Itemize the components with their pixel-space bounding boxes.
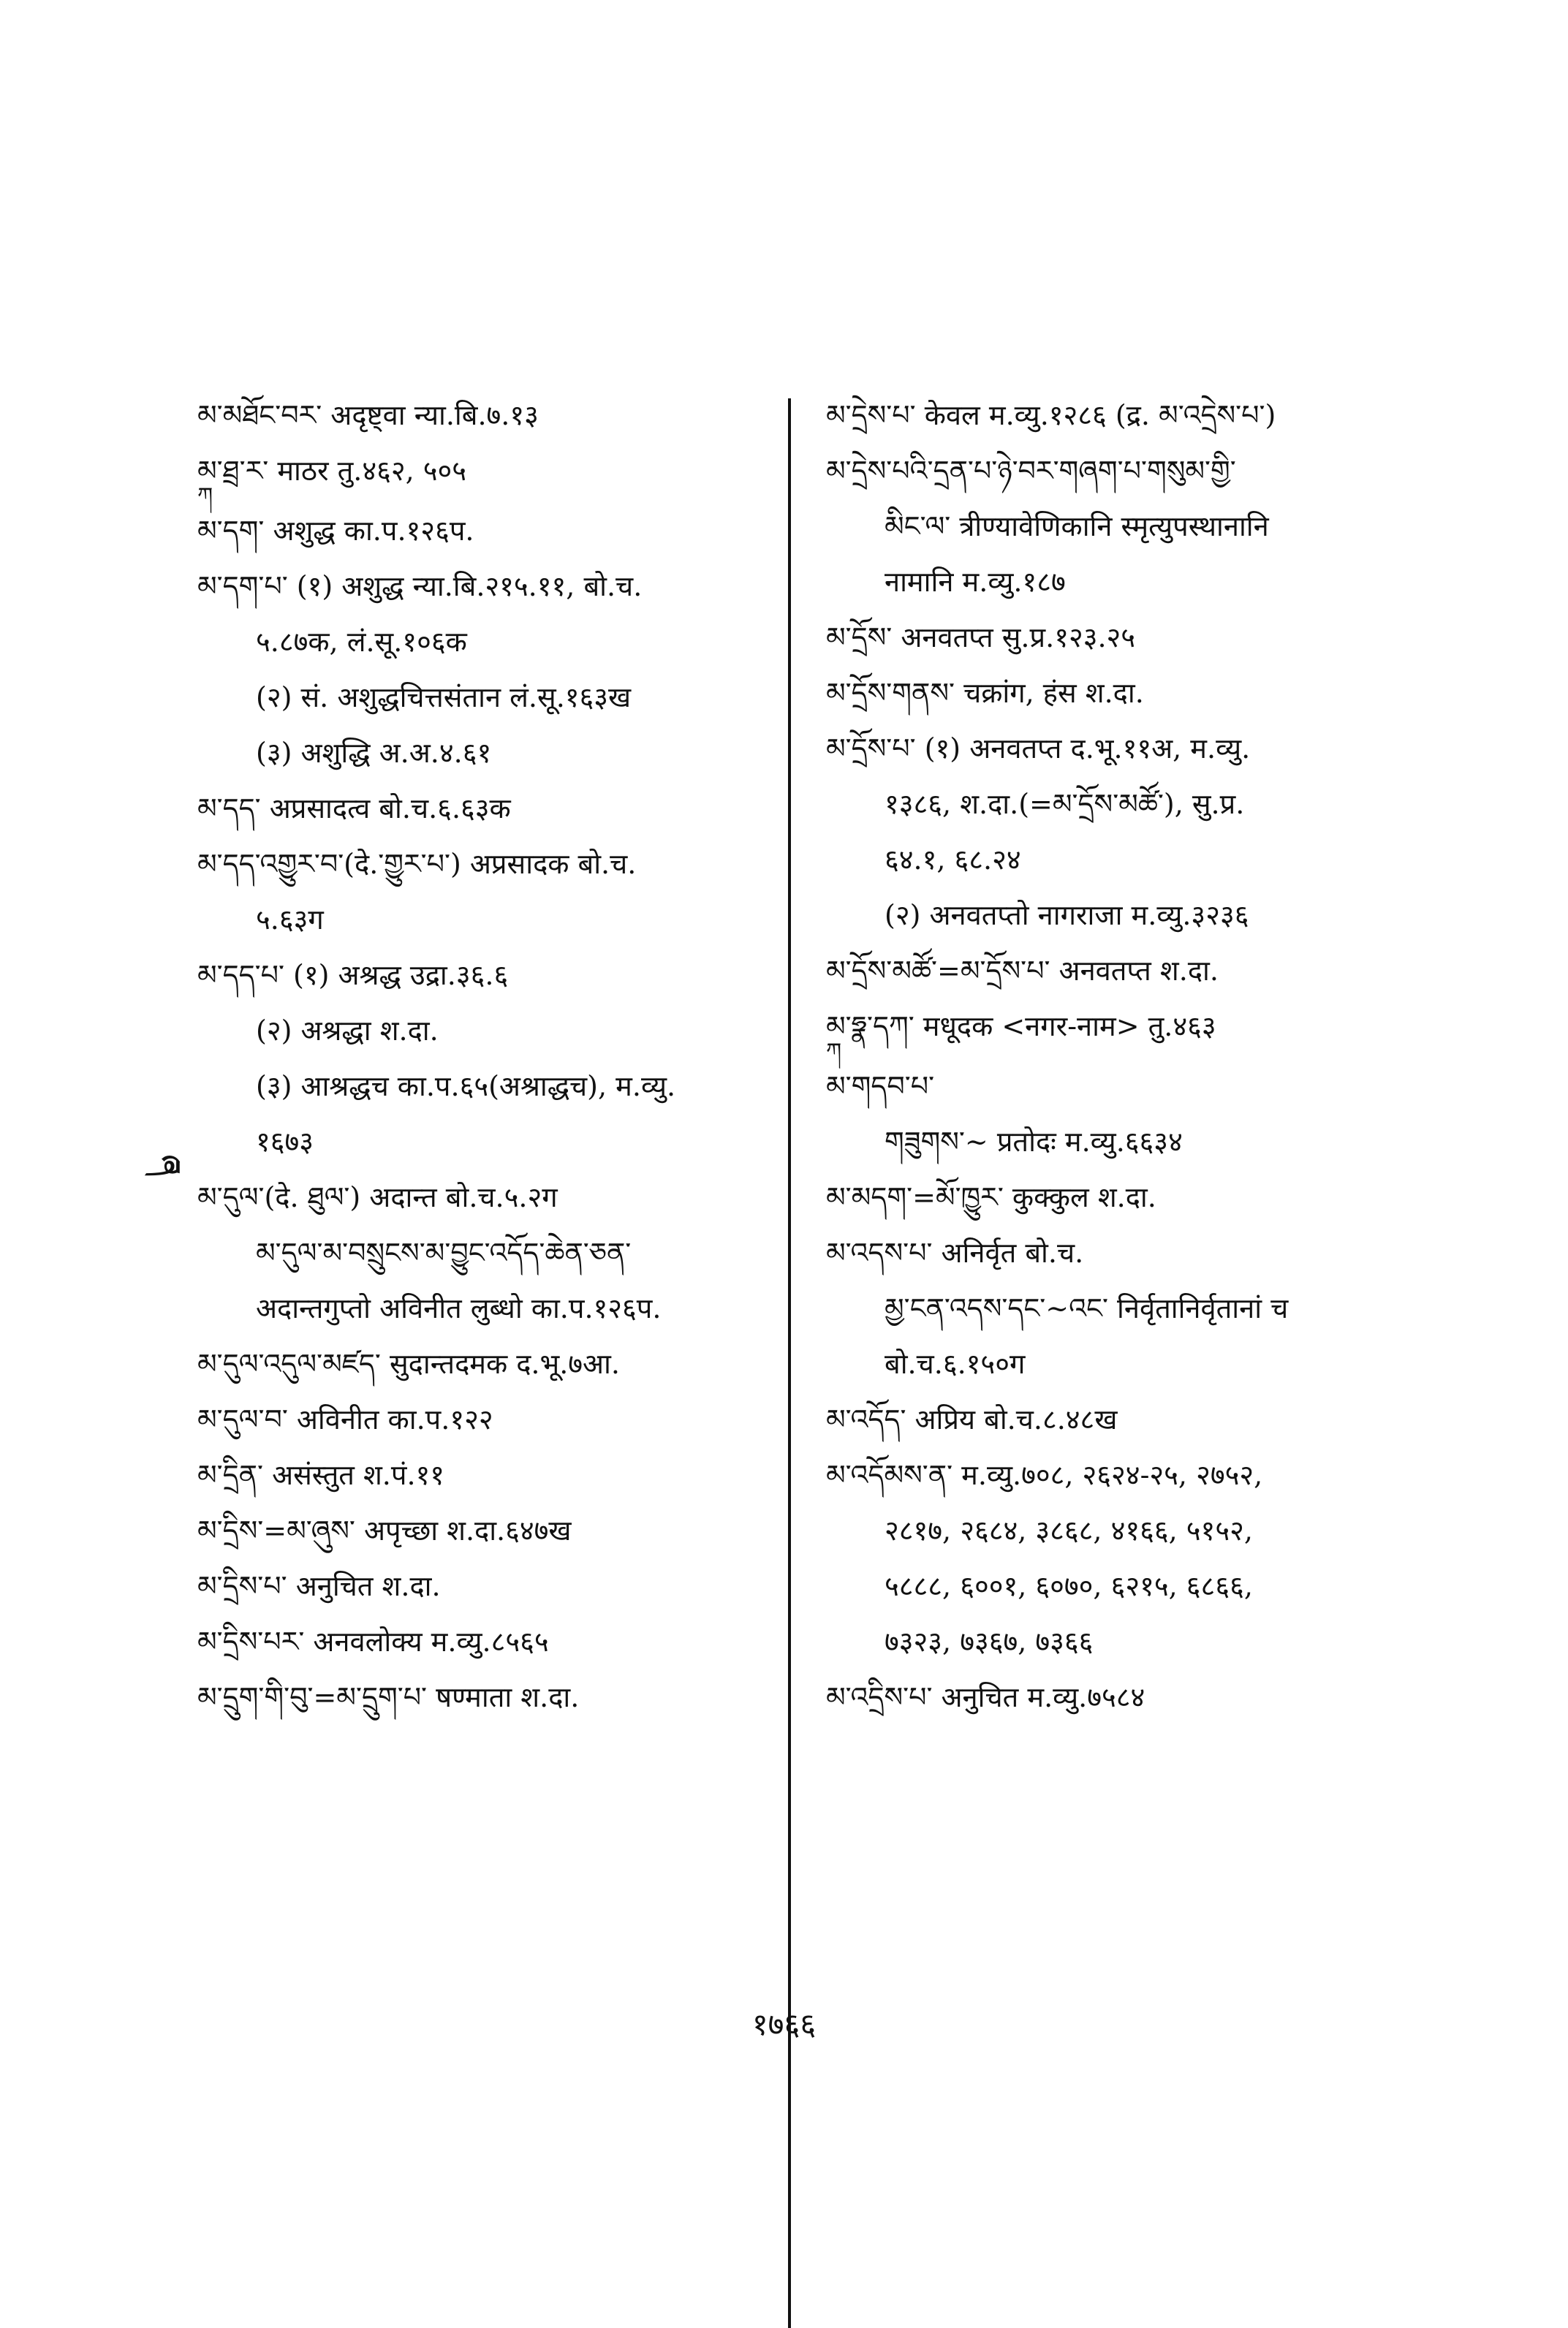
entry-continuation: ५.६३ग bbox=[256, 903, 324, 936]
dictionary-entry: མ་དྲོས་མཚོ་=མ་དྲོས་པ་ अनवतप्त श.दा. bbox=[826, 955, 1219, 987]
dictionary-entry: མ་མདག་=མོ་ཁྱུར་ कुक्कुल श.दा. bbox=[826, 1181, 1156, 1213]
entry-continuation: १६७३ bbox=[256, 1126, 314, 1158]
entry-continuation: (२) सं. अशुद्धचित्तसंतान लं.सू.१६३ख bbox=[256, 681, 632, 713]
dictionary-entry: མ་དུལ་(दे. ཐུལ་) अदान्त बो.च.५.२ग bbox=[197, 1181, 558, 1213]
dictionary-entry: ཀ bbox=[826, 1039, 842, 1064]
dictionary-entry: མ་ཧྣ་དཀ་ मधूदक <नगर-नाम> तु.४६३ bbox=[826, 1010, 1216, 1042]
dictionary-entry: མ་མཐོང་བར་ अदृष्ट्वा न्या.बि.७.१३ bbox=[197, 399, 539, 431]
dictionary-entry: མ་ཐྲ་ར་ माठर तु.४६२, ५०५ bbox=[197, 455, 467, 487]
entry-continuation: १३८६, श.दा.(=མ་དྲོས་མཚོ་), सु.प्र. bbox=[885, 788, 1245, 820]
entry-continuation: बो.च.६.१५०ग bbox=[885, 1348, 1026, 1380]
margin-mark: ཞ bbox=[152, 1155, 186, 1175]
dictionary-entry: མ་དྲེས་པའི་དྲན་པ་ཉེ་བར་གཞག་པ་གསུམ་གྱི་ bbox=[826, 455, 1236, 487]
dictionary-entry: མ་དྲོས་གནས་ चक्रांग, हंस श.दा. bbox=[826, 677, 1144, 709]
entry-continuation: (२) अनवतप्तो नागराजा म.व्यु.३२३६ bbox=[885, 899, 1249, 931]
dictionary-entry: མ་དྲེས་པ་ केवल म.व्यु.१२८६ (द्र. མ་འདྲེས་པ་) bbox=[826, 399, 1276, 431]
dictionary-entry: མ་དུལ་འདུལ་མཛད་ सुदान्तदमक द.भू.७आ. bbox=[197, 1348, 620, 1380]
entry-continuation: अदान्तगुप्तो अविनीत लुब्धो का.प.१२६प. bbox=[256, 1292, 662, 1324]
entry-continuation: २८१७, २६८४, ३८६८, ४१६६, ५१५२, bbox=[885, 1514, 1253, 1547]
dictionary-entry: མ་དད་ अप्रसादत्व बो.च.६.६३क bbox=[197, 792, 511, 824]
entry-continuation: མ་དུལ་མ་བསྲུངས་མ་བྱུང་འདོད་ཆེན་ཅན་ bbox=[256, 1237, 632, 1269]
entry-continuation: (३) अशुद्धि अ.अ.४.६१ bbox=[256, 737, 492, 769]
page-number: १७६६ bbox=[751, 2006, 817, 2042]
dictionary-entry: མ་འདས་པ་ अनिर्वृत बो.च. bbox=[826, 1237, 1084, 1269]
dictionary-entry: མ་དྲིས་པར་ अनवलोक्य म.व्यु.८५६५ bbox=[197, 1626, 549, 1658]
dictionary-entry: མ་འདྲིས་པ་ अनुचित म.व्यु.७५८४ bbox=[826, 1681, 1145, 1713]
entry-continuation: ६४.१, ६८.२४ bbox=[885, 843, 1021, 876]
dictionary-entry: ཀ bbox=[197, 483, 213, 509]
dictionary-entry: མ་དྲོས་པ་ (१) अनवतप्त द.भू.११अ, म.व्यु. bbox=[826, 732, 1251, 765]
dictionary-entry: མ་དག་པ་ (१) अशुद्ध न्या.बि.२१५.११, बो.च. bbox=[197, 570, 643, 602]
dictionary-entry: མ་དྲིས་པ་ अनुचित श.दा. bbox=[197, 1570, 441, 1602]
dictionary-entry: མ་འདོམས་ན་ म.व्यु.७०८, २६२४-२५, २७५२, bbox=[826, 1459, 1263, 1491]
dictionary-entry: མ་དུལ་བ་ अविनीत का.प.१२२ bbox=[197, 1403, 493, 1436]
dictionary-entry: མ་དད་པ་ (१) अश्रद्ध उद्रा.३६.६ bbox=[197, 959, 509, 991]
entry-continuation: མིང་ལ་ त्रीण्यावेणिकानि स्मृत्युपस्थानानि bbox=[885, 510, 1269, 542]
dictionary-entry: མ་དྲོས་ अनवतप्त सु.प्र.१२३.२५ bbox=[826, 621, 1136, 653]
dictionary-entry: མ་དད་འགྱུར་བ་(दे.་གྱུར་པ་) अप्रसादक बो.च. bbox=[197, 848, 637, 880]
left-column bbox=[197, 387, 811, 1725]
entry-continuation: གཟུགས་~ प्रतोदः म.व्यु.६६३४ bbox=[885, 1126, 1183, 1158]
right-column bbox=[826, 387, 1455, 1725]
dictionary-entry: མ་དྲིས་=མ་ཞུས་ अपृच्छा श.दा.६४७ख bbox=[197, 1514, 572, 1547]
entry-continuation: ५.८७क, लं.सू.१०६क bbox=[256, 626, 467, 658]
entry-continuation: མྱ་ངན་འདས་དང་~འང་ निर्वृतानिर्वृतानां च bbox=[885, 1292, 1289, 1324]
entry-continuation: (३) आश्रद्धच का.प.६५(अश्राद्धच), म.व्यु. bbox=[256, 1070, 676, 1102]
dictionary-entry: མ་འདོད་ अप्रिय बो.च.८.४८ख bbox=[826, 1403, 1118, 1436]
entry-continuation: ५८८८, ६००१, ६०७०, ६२१५, ६८६६, bbox=[885, 1570, 1253, 1602]
dictionary-entry: མ་དྲུག་གི་བུ་=མ་དྲུག་པ་ षण्माता श.दा. bbox=[197, 1681, 580, 1713]
dictionary-entry: མ་དྲིན་ असंस्तुत श.पं.११ bbox=[197, 1459, 445, 1491]
entry-continuation: ७३२३, ७३६७, ७३६६ bbox=[885, 1626, 1094, 1658]
entry-continuation: नामानि म.व्यु.१८७ bbox=[885, 566, 1066, 598]
entry-continuation: (२) अश्रद्धा श.दा. bbox=[256, 1015, 439, 1047]
dictionary-entry: མ་དག་ अशुद्ध का.प.१२६प. bbox=[197, 515, 474, 547]
dictionary-entry: མ་གདབ་པ་ bbox=[826, 1070, 935, 1102]
